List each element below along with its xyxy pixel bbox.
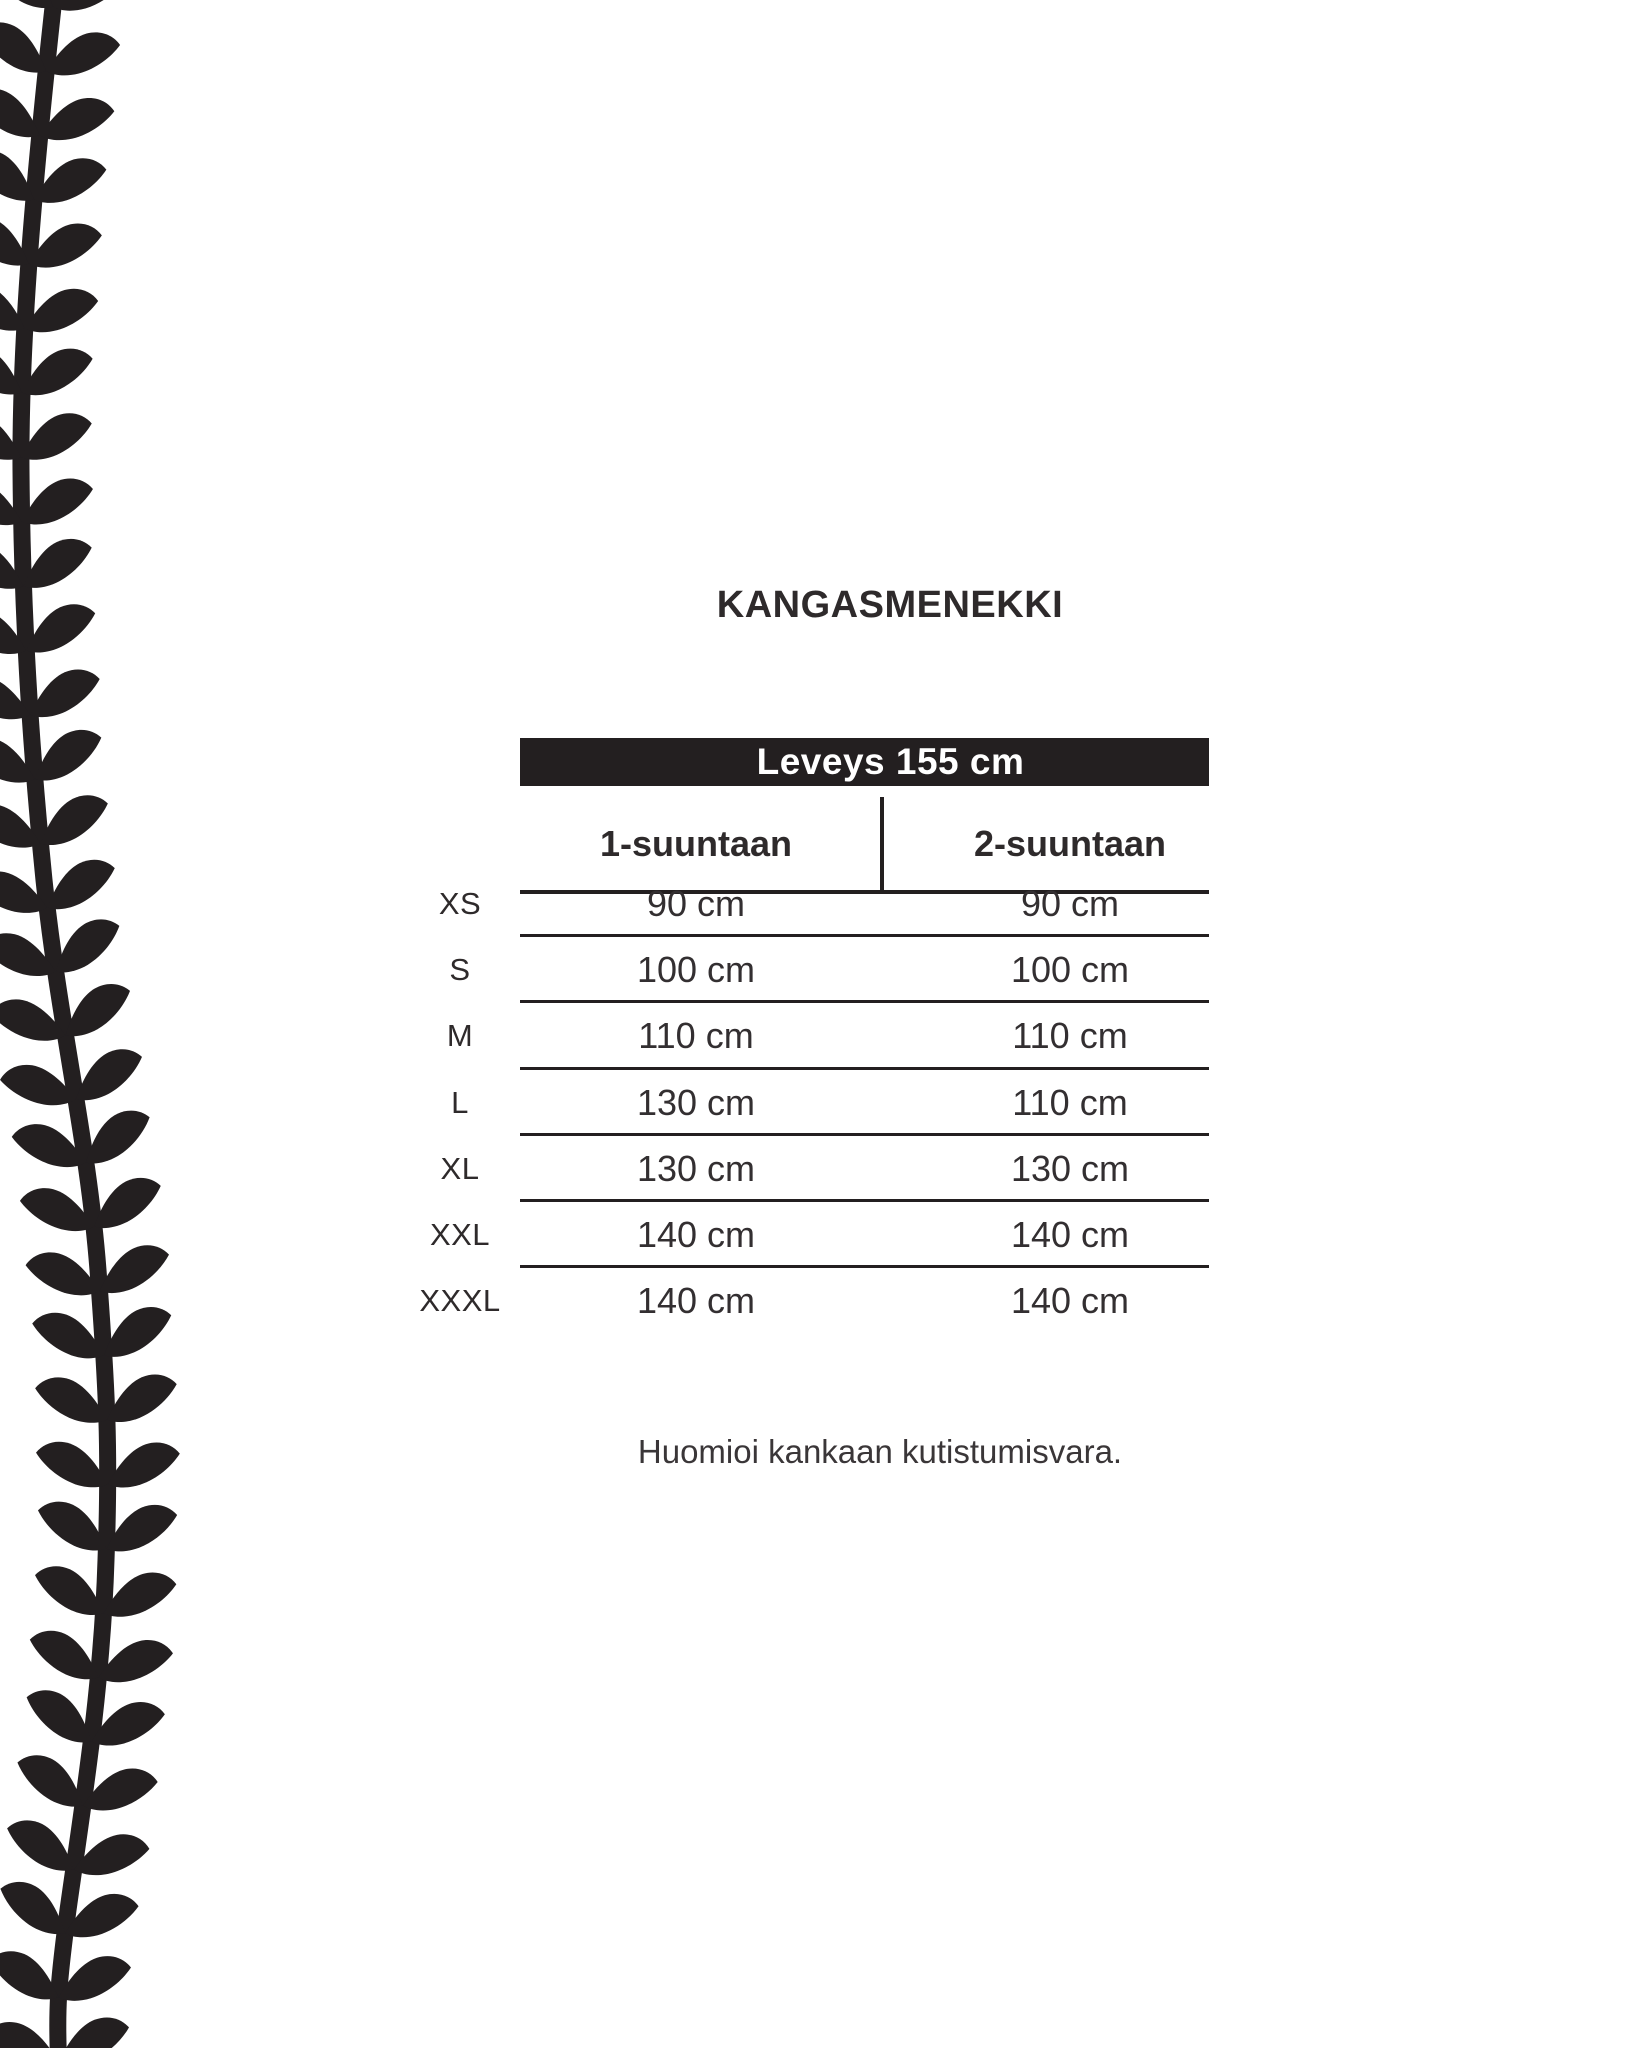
size-label: L bbox=[451, 1084, 469, 1120]
table-header-label: Leveys 155 cm bbox=[756, 741, 1025, 782]
page-title: KANGASMENEKKI bbox=[716, 584, 1064, 626]
size-label: XXXL bbox=[419, 1283, 501, 1319]
size-label: XL bbox=[440, 1150, 480, 1186]
value-1-suuntaan: 130 cm bbox=[636, 1081, 756, 1123]
table-row-s bbox=[400, 937, 1209, 1003]
value-2-suuntaan: 110 cm bbox=[1012, 1081, 1128, 1123]
value-2-suuntaan: 90 cm bbox=[1020, 883, 1120, 925]
column-header-1-suuntaan: 1-suuntaan bbox=[599, 822, 793, 864]
column-header-2-suuntaan: 2-suuntaan bbox=[973, 822, 1167, 864]
value-2-suuntaan: 140 cm bbox=[1010, 1214, 1130, 1256]
size-label: M bbox=[446, 1018, 474, 1054]
table-row-xl bbox=[400, 1136, 1209, 1202]
value-1-suuntaan: 100 cm bbox=[636, 949, 756, 991]
table-body bbox=[400, 871, 1209, 1334]
table-row-l bbox=[400, 1070, 1209, 1136]
value-2-suuntaan: 110 cm bbox=[1012, 1015, 1128, 1057]
table-row-xs bbox=[400, 871, 1209, 937]
table-row-xxxl bbox=[400, 1268, 1209, 1334]
value-1-suuntaan: 140 cm bbox=[636, 1280, 756, 1322]
table-row-xxl bbox=[400, 1202, 1209, 1268]
value-1-suuntaan: 140 cm bbox=[636, 1214, 756, 1256]
table-header-bar bbox=[520, 738, 1209, 786]
value-2-suuntaan: 140 cm bbox=[1010, 1280, 1130, 1322]
table-row-m bbox=[400, 1003, 1209, 1069]
size-label: XS bbox=[438, 886, 482, 922]
leaf-vine-decoration bbox=[0, 0, 300, 2048]
value-2-suuntaan: 130 cm bbox=[1010, 1147, 1130, 1189]
value-1-suuntaan: 90 cm bbox=[646, 883, 746, 925]
shrinkage-note: Huomioi kankaan kutistumisvara. bbox=[637, 1433, 1123, 1470]
size-label: XXL bbox=[429, 1217, 491, 1253]
value-2-suuntaan: 100 cm bbox=[1010, 949, 1130, 991]
value-1-suuntaan: 130 cm bbox=[636, 1147, 756, 1189]
value-1-suuntaan: 110 cm bbox=[638, 1015, 754, 1057]
size-label: S bbox=[449, 952, 471, 988]
